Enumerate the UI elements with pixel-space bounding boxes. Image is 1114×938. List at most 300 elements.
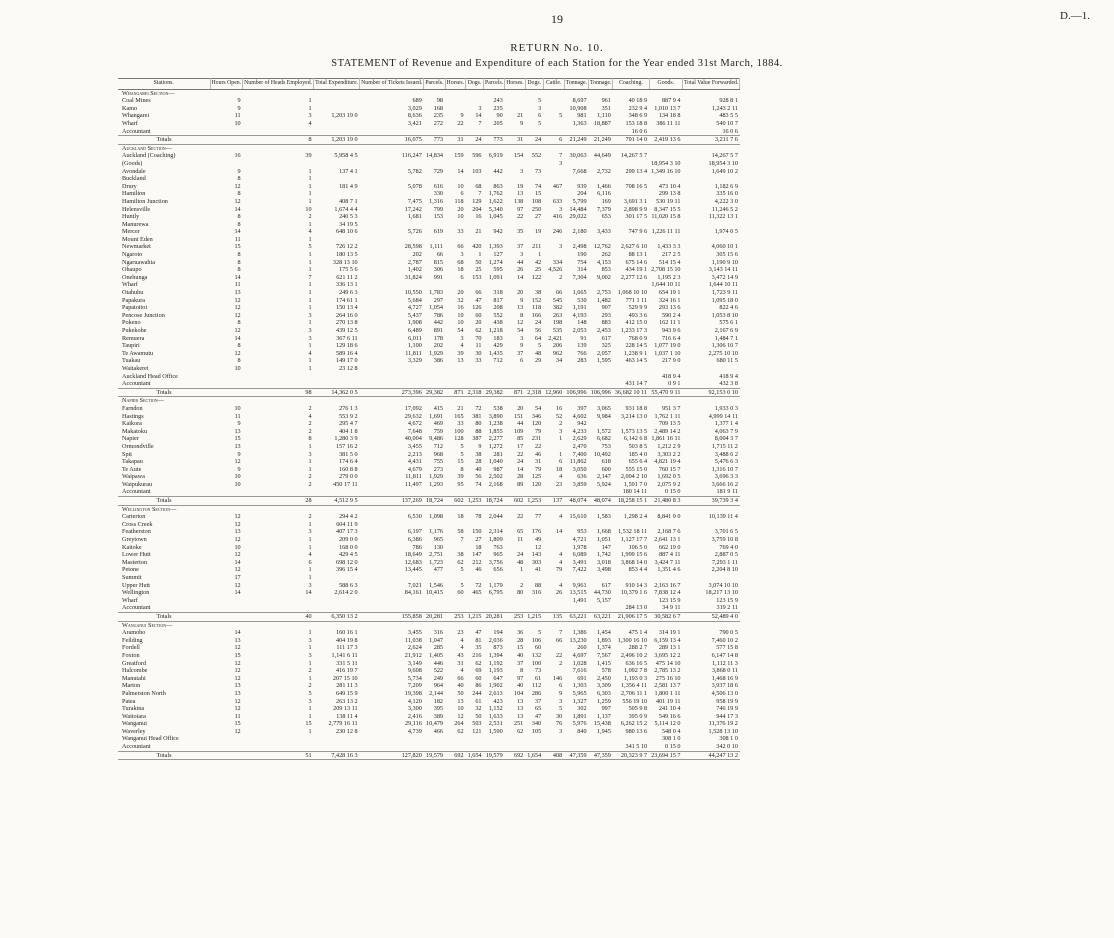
table-cell: 46 [535,450,542,458]
table-cell: 4,506 13 0 [711,689,738,697]
table-cell [466,236,484,244]
table-cell: 18,954 3 10 [708,159,738,167]
table-cell [466,281,484,289]
totals-cell: 1,215 [467,612,482,620]
table-cell: 5,965 [572,689,587,697]
table-cell: 3,666 16 2 [711,480,738,488]
table-cell: 3,498 [596,566,611,574]
table-cell: 1,363 [572,119,587,127]
table-cell [564,128,588,136]
table-cell: 965 [433,536,444,544]
table-cell: 8 [237,266,241,274]
table-cell: 4,060 10 1 [711,243,738,251]
table-cell: 40 [517,682,524,690]
table-cell [484,743,505,751]
table-cell: 1,212 2 9 [657,442,681,450]
totals-cell: 36,682 10 11 [614,388,648,396]
table-cell: 648 10 6 [335,228,358,236]
table-cell: 2 [308,667,312,675]
table-cell: 28 [517,636,524,644]
table-cell: 3,065 [596,404,611,412]
table-cell: 153 [472,273,482,281]
table-cell: 9 [237,97,241,105]
table-cell: 475 1 4 [628,629,648,637]
table-cell [210,160,243,168]
table-cell: 12 [234,296,241,304]
col-heads-employed: Number of Heads Employed. [243,79,314,90]
station-name: Summit [122,574,142,581]
table-cell: 5,114 12 0 [654,720,681,728]
table-cell [543,544,564,552]
table-cell: 4 [460,667,464,675]
table-cell: 8,841 9 0 [657,513,681,521]
table-cell: 3,433 [596,228,611,236]
table-cell: 328 13 10 [332,258,358,266]
table-cell: 3 [559,205,563,213]
table-cell: 18 [457,513,464,521]
table-cell: 305 15 6 [716,251,738,259]
table-cell: 1 [308,674,312,682]
table-cell: 588 6 3 [339,581,358,589]
table-cell: 35 [475,644,482,652]
table-cell: 10,492 [593,450,611,458]
table-cell [424,743,445,751]
table-cell: 3 [460,251,464,259]
table-cell: 404 1 8 [339,427,358,435]
totals-cell: 1,654 [467,751,482,759]
station-name: Wharf [122,281,138,289]
table-cell: 16 0 6 [631,127,648,135]
table-cell: 16 [234,152,241,160]
table-cell: 29,632 [404,412,422,420]
table-cell: 20 [517,289,524,297]
table-cell: 3,300 [407,705,422,713]
table-cell: 1 [308,644,312,652]
table-cell: 3,691 3 1 [623,197,648,205]
table-cell: 1,546 [429,581,444,589]
table-cell: 381 [472,412,482,420]
table-cell [505,128,526,136]
table-cell [649,175,682,183]
table-row [118,365,740,373]
table-cell: 97 [517,674,524,682]
totals-cell: 2,318 [527,388,542,396]
table-cell: 1 [308,458,312,466]
table-cell: 15 [457,458,464,466]
table-cell [543,380,564,388]
table-cell: 89 [517,480,524,488]
totals-cell: 24 [466,136,484,145]
table-cell: 8 [237,251,241,259]
totals-cell: 47,359 [564,751,588,760]
table-cell [505,544,526,552]
table-cell [589,574,613,582]
table-cell [564,604,588,612]
table-cell: 1,100 [407,342,422,350]
table-cell: 336 13 1 [335,281,358,289]
table-cell [466,604,484,612]
table-cell: 535 [552,327,563,334]
table-cell: 316 [531,589,542,597]
col-rev-goods: Goods. [649,79,682,90]
table-cell: 272 [433,119,444,127]
table-cell: 432 3 8 [719,380,738,388]
table-cell [564,175,588,183]
table-cell: 77 [535,513,542,521]
table-cell: 66 [457,674,464,682]
totals-cell: 127,820 [360,751,424,760]
table-cell: 10,415 [426,589,444,597]
totals-label: Totals [118,612,210,621]
table-cell: 14,484 [569,205,587,213]
station-name: Fordell [122,644,140,652]
table-cell: 43 [457,651,464,659]
table-cell: 3,455 [407,442,422,450]
table-cell [505,574,526,582]
table-cell: 38 [535,289,542,297]
table-cell [564,743,588,751]
table-cell: 24 [535,319,542,327]
table-cell: 1 [308,251,312,259]
table-cell [445,743,466,751]
table-cell [683,521,740,529]
table-cell: 5,340 [488,205,503,213]
table-cell: 15 [234,720,241,728]
table-cell: 1 [520,566,524,574]
table-cell: 13 [234,528,241,536]
table-cell: 23 [556,480,563,488]
table-cell: 208 [493,304,503,312]
table-cell: 12 [234,311,241,319]
totals-cell: 21,480 8 3 [649,497,682,506]
table-cell: 6,197 [407,528,422,536]
table-cell: 52 [556,412,563,420]
table-cell [210,380,243,388]
totals-cell: 14,362 0 5 [314,388,360,397]
table-row [118,566,740,574]
table-cell: 11 [234,412,241,420]
table-cell: 1,929 [429,349,444,357]
totals-cell: 137 [543,497,564,506]
table-cell: 755 [433,458,444,466]
table-row [118,198,740,206]
table-cell: 10,550 [404,289,422,297]
table-cell: 85 [517,435,524,443]
table-cell: 3 [559,159,563,167]
table-cell: 6,116 [597,190,611,198]
table-row [118,357,740,365]
table-cell: 235 [433,112,444,120]
table-cell: 397 [577,404,587,412]
table-cell: 3,303 2 2 [657,450,681,458]
table-cell [543,120,564,128]
table-cell: 14 [234,273,241,281]
table-cell: 340 [531,720,542,728]
table-cell: 4 [308,412,312,420]
table-cell [360,604,424,612]
totals-cell: 12,960 [545,388,563,396]
table-cell: 1,316 10 7 [711,465,738,473]
table-cell: 2,163 16 7 [654,581,681,589]
table-cell [210,488,243,496]
table-cell: 3 [308,334,312,342]
table-cell: 160 16 1 [335,629,358,637]
totals-cell: 19,579 [484,751,505,760]
totals-cell: 871 [505,388,526,397]
table-cell: 1,112 11 3 [712,659,738,667]
table-cell: 662 19 0 [658,543,681,551]
totals-cell: 28 [243,497,314,506]
table-cell: 152 [531,296,542,304]
table-cell: 4,602 [572,412,587,420]
col-in-horses: Horses. [505,79,526,90]
table-cell [683,175,740,183]
totals-cell: 47,359 [589,751,613,760]
table-row [118,604,740,612]
table-cell: 132 [531,651,542,659]
table-cell: 396 15 4 [335,566,358,574]
table-cell [445,365,466,373]
table-cell: 6,147 14 8 [711,651,738,659]
totals-cell: 31 [445,136,466,145]
table-cell: 2,581 13 7 [654,682,681,690]
table-cell: 14 [517,273,524,281]
table-cell [543,251,564,259]
table-cell [484,373,505,381]
table-cell: 260 [577,644,587,652]
table-row [118,443,740,451]
table-cell: 40 [475,465,482,473]
table-cell: 105 [531,727,542,735]
table-cell: 180 14 11 [622,488,648,496]
table-cell: 953 [577,528,587,536]
table-cell: 160 8 8 [339,465,358,473]
table-cell: 123 15 9 [658,596,681,604]
table-row [118,221,740,229]
totals-cell: 106,996 [564,388,588,397]
table-cell [649,574,682,582]
totals-cell: 55,470 9 11 [649,388,682,397]
table-cell: 6,919 [488,152,503,160]
table-cell: 754 [577,258,587,266]
table-cell [466,597,484,605]
table-cell: 111 17 3 [336,644,358,652]
table-cell [589,743,613,751]
table-cell: 146 [552,674,563,682]
station-name: Buckland [122,175,146,183]
table-cell: 5 [308,243,312,251]
table-cell [424,221,445,229]
table-cell: 2,785 13 2 [654,667,681,675]
table-cell: 62 [475,327,482,334]
table-cell: 206 [552,342,563,350]
table-cell [466,521,484,529]
table-cell: 654 19 1 [658,289,681,297]
table-cell: 138 [513,197,524,205]
page-number: 19 [551,12,563,26]
table-cell: 883 [601,319,611,327]
table-cell [543,488,564,496]
table-cell: 1,040 [488,458,503,466]
table-cell: 148 [577,319,587,327]
table-cell [525,236,543,244]
table-cell: 2,314 [488,528,503,536]
table-cell: 367 6 11 [336,334,358,342]
table-cell: 389 [433,712,444,720]
col-dogs: Dogs. [466,79,484,90]
table-cell [525,574,543,582]
station-name: Hastings [122,412,144,420]
table-cell: 73 [535,167,542,175]
table-cell [525,365,543,373]
table-cell: 10 [457,182,464,190]
table-cell: 31,824 [404,273,422,281]
table-cell [525,488,543,496]
table-cell: 180 13 5 [335,251,358,259]
totals-cell: 602 [505,497,526,506]
table-cell [505,97,526,105]
table-cell: 149 17 0 [335,357,358,365]
table-cell: 6 [559,682,563,690]
table-cell: 244 [472,689,482,697]
table-cell: 2,213 [407,450,422,458]
table-cell [360,380,424,388]
table-cell: 548 0 4 [661,727,681,735]
station-name: Auckland Head Office [122,372,178,380]
table-cell: 1,649 10 2 [711,167,738,175]
table-cell: 13 [234,682,241,690]
table-cell: 423 [493,697,503,705]
table-cell: 3,759 10 8 [711,536,738,544]
table-cell: 3,937 18 6 [711,682,738,690]
table-cell [314,236,360,244]
table-cell: 120 [531,420,542,428]
table-cell: 263 13 2 [335,697,358,705]
table-cell: 39 [457,349,464,357]
table-cell: 822 4 6 [719,304,738,312]
station-name: Manutahi [122,674,146,682]
table-cell: 12 [234,536,241,544]
table-cell: 6,386 [407,536,422,544]
table-row [118,720,740,728]
table-cell [445,175,466,183]
table-cell [613,521,649,529]
table-cell: 1,349 16 10 [651,167,681,175]
table-cell: 1 [308,520,312,528]
table-cell [424,175,445,183]
table-cell: 35 [517,228,524,236]
table-cell: 88 [535,581,542,589]
table-cell [360,735,424,743]
table-cell: 493 3 6 [628,311,648,319]
table-cell: 118 [532,304,542,312]
table-cell: 1,674 4 4 [334,205,358,213]
table-cell: 416 19 7 [335,667,358,675]
table-cell: 1 [559,450,563,458]
table-cell: 32 [475,705,482,713]
table-cell: 27 [475,536,482,544]
table-cell [445,97,466,105]
table-cell: 314 19 1 [658,629,681,637]
totals-cell: 6 [543,136,564,145]
table-cell: 72 [475,581,482,589]
station-name: Marton [122,682,141,690]
table-cell: 1,742 [596,551,611,559]
table-cell: 116,247 [401,152,422,160]
table-cell: 817 [493,296,503,304]
table-cell: 40 [517,651,524,659]
table-cell [683,574,740,582]
table-cell: 8 [237,357,241,365]
table-cell: 1,762 [488,190,503,198]
table-row [118,544,740,552]
table-cell: 5 [460,581,464,589]
table-cell: 39 [457,473,464,481]
table-cell [466,221,484,229]
table-cell [543,597,564,605]
table-cell: 1,010 13 7 [654,104,681,112]
table-cell: 1,053 8 10 [711,311,738,319]
table-cell: 604 11 9 [336,520,358,528]
table-cell: 466 [433,727,444,735]
table-cell [613,236,649,244]
table-cell: 29,116 [405,720,422,728]
table-cell: 3,329 [407,357,422,365]
table-cell: 1 [308,97,312,105]
table-cell: 38 [475,450,482,458]
table-cell: 10 [234,404,241,412]
table-cell: 997 [601,705,611,713]
table-cell: 2 [308,427,312,435]
table-cell [649,152,682,160]
totals-cell: 106,996 [589,388,613,397]
table-cell: 14 [556,528,563,536]
table-cell: 382 [552,304,563,312]
table-cell: 249 [433,674,444,682]
section-header-row [118,621,740,629]
table-cell: 4 [460,644,464,652]
table-cell: 442 [433,319,444,327]
table-cell: 887 9 4 [661,97,681,105]
table-cell: 1,051 [596,536,611,544]
table-cell [543,521,564,529]
table-cell: 530 [577,296,587,304]
section-header-row [118,397,740,405]
table-cell: 21,912 [404,651,422,659]
table-cell: 276 1 3 [339,404,358,412]
table-cell: 44 [517,420,524,428]
table-cell [314,373,360,381]
table-cell [589,281,613,289]
table-cell: 2,613 [488,689,503,697]
table-cell: 44,649 [593,152,611,160]
table-cell [525,743,543,751]
table-cell [543,128,564,136]
table-cell: 2,168 7 6 [657,528,681,536]
station-name: Waitotara [122,712,146,720]
table-cell [649,365,682,373]
table-cell: 351 [601,104,611,112]
table-cell: 1 [308,104,312,112]
table-cell [445,281,466,289]
table-cell: 1,454 [596,629,611,637]
table-cell: 3,029 [407,104,422,112]
table-cell [649,236,682,244]
table-cell: 27 [535,213,542,221]
table-cell: 3,149 [407,659,422,667]
station-name: Wanganui [122,720,147,728]
table-cell: 943 9 6 [661,327,681,334]
